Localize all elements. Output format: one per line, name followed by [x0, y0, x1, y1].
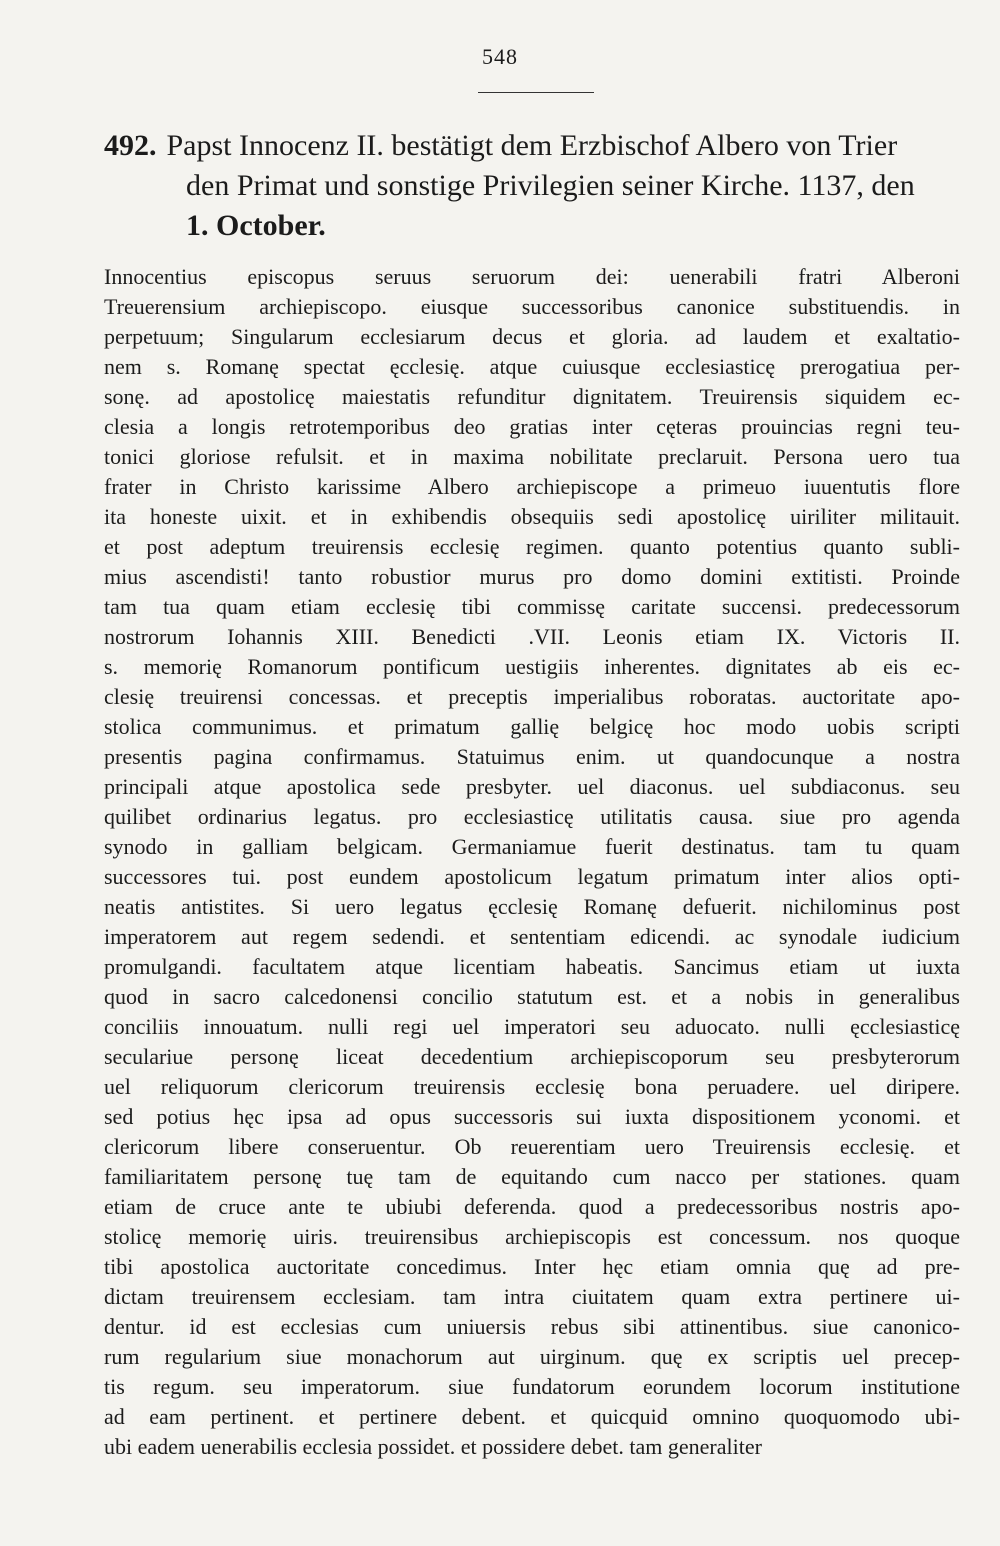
body-line: sed potius hęc ipsa ad opus successoris sui iuxta dispositionem yconomi. et: [104, 1104, 960, 1129]
body-line: nem s. Romanę spectat ęcclesię. atque cuiusque ecclesiasticę prerogatiua per-: [104, 354, 960, 379]
body-line: tonici gloriose refulsit. et in maxima nobilitate preclaruit. Persona uero tua: [104, 444, 960, 469]
body-line: frater in Christo karissime Albero archiepiscope a primeuo iuuentutis flore: [104, 474, 960, 499]
body-line: promulgandi. facultatem atque licentiam habeatis. Sancimus etiam ut iuxta: [104, 954, 960, 979]
body-line: dictam treuirensem ecclesiam. tam intra ciuitatem quam extra pertinere ui-: [104, 1284, 960, 1309]
body-line: clesia a longis retrotemporibus deo gratias inter cęteras prouincias regni teu-: [104, 414, 960, 439]
body-line: familiaritatem personę tuę tam de equitando cum nacco per stationes. quam: [104, 1164, 960, 1189]
body-line: ita honeste uixit. et in exhibendis obsequiis sedi apostolicę uiriliter militauit.: [104, 504, 960, 529]
body-line: nostrorum Iohannis XIII. Benedicti .VII. Leonis etiam IX. Victoris II.: [104, 624, 960, 649]
body-line: Innocentius episcopus seruus seruorum dei: uenerabili fratri Alberoni: [104, 264, 960, 289]
body-line: successores tui. post eundem apostolicum legatum primatum inter alios opti-: [104, 864, 960, 889]
body-line: synodo in galliam belgicam. Germaniamue fuerit destinatus. tam tu quam: [104, 834, 960, 859]
body-line: stolicę memorię uiris. treuirensibus archiepiscopis est concessum. nos quoque: [104, 1224, 960, 1249]
body-line: quilibet ordinarius legatus. pro ecclesiasticę utilitatis causa. siue pro agenda: [104, 804, 960, 829]
body-line: ad eam pertinent. et pertinere debent. et quicquid omnino quoquomodo ubi-: [104, 1404, 960, 1429]
page-number-rule: [478, 92, 594, 93]
body-line: clesię treuirensi concessas. et preceptis imperialibus roboratas. auctoritate apo-: [104, 684, 960, 709]
heading-title-part-1: Papst Innocenz II. bestätigt dem Erzbischof Albero von Trier: [166, 129, 898, 162]
document-body: [104, 262, 960, 1462]
heading-line-2: den Primat und sonstige Privilegien seiner Kirche. 1137, den: [186, 169, 915, 202]
body-line: rum regularium siue monachorum aut uirginum. quę ex scriptis uel precep-: [104, 1344, 960, 1369]
body-line: Treuerensium archiepiscopo. eiusque successoribus canonice substituendis. in: [104, 294, 960, 319]
body-line: mius ascendisti! tanto robustior murus pro domo domini extitisti. Proinde: [104, 564, 960, 589]
body-line: imperatorem aut regem sedendi. et sententiam edicendi. ac synodale iudicium: [104, 924, 960, 949]
body-line: principali atque apostolica sede presbyter. uel diaconus. uel subdiaconus. seu: [104, 774, 960, 799]
document-number: 492.: [104, 129, 157, 162]
body-line: s. memorię Romanorum pontificum uestigiis inherentes. dignitates ab eis ec-: [104, 654, 960, 679]
body-line: uel reliquorum clericorum treuirensis ecclesię bona peruadere. uel diripere.: [104, 1074, 960, 1099]
page-number: 548: [482, 44, 518, 69]
body-line: quod in sacro calcedonensi concilio statutum est. et a nobis in generalibus: [104, 984, 960, 1009]
body-line: neatis antistites. Si uero legatus ęcclesię Romanę defuerit. nichilominus post: [104, 894, 960, 919]
body-line: etiam de cruce ante te ubiubi deferenda. quod a predecessoribus nostris apo-: [104, 1194, 960, 1219]
body-line: conciliis innouatum. nulli regi uel imperatori seu aduocato. nulli ęcclesiasticę: [104, 1014, 960, 1039]
body-line: perpetuum; Singularum ecclesiarum decus et gloria. ad laudem et exaltatio-: [104, 324, 960, 349]
body-line: tis regum. seu imperatorum. siue fundatorum eorundem locorum institutione: [104, 1374, 960, 1399]
document-heading: [104, 126, 964, 246]
body-line: seculariue personę liceat decedentium archiepiscoporum seu presbyterorum: [104, 1044, 960, 1069]
body-line: ubi eadem uenerabilis ecclesia possidet. et possidere debet. tam generaliter: [104, 1434, 762, 1459]
body-line: dentur. id est ecclesias cum uniuersis rebus sibi attinentibus. siue canonico-: [104, 1314, 960, 1339]
body-line: stolica communimus. et primatum gallię belgicę hoc modo uobis scripti: [104, 714, 960, 739]
body-line: tibi apostolica auctoritate concedimus. Inter hęc etiam omnia quę ad pre-: [104, 1254, 960, 1279]
body-line: et post adeptum treuirensis ecclesię regimen. quanto potentius quanto subli-: [104, 534, 960, 559]
heading-line-1: [104, 126, 964, 166]
body-line: presentis pagina confirmamus. Statuimus enim. ut quandocunque a nostra: [104, 744, 960, 769]
body-line: sonę. ad apostolicę maiestatis refunditur dignitatem. Treuirensis siquidem ec-: [104, 384, 960, 409]
heading-line-3: 1. October.: [186, 209, 326, 242]
body-line: tam tua quam etiam ecclesię tibi commissę caritate succensi. predecessorum: [104, 594, 960, 619]
body-line: clericorum libere conseruentur. Ob reuerentiam uero Treuirensis ecclesię. et: [104, 1134, 960, 1159]
